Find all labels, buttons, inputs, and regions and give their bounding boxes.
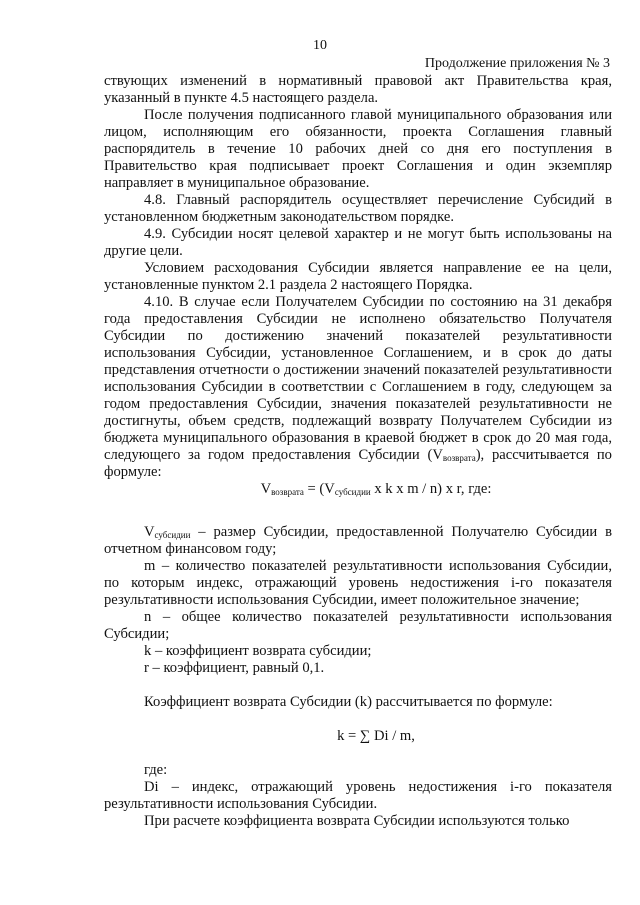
paragraph: После получения подписанного главой муниципального образования или лицом, исполняющим его обязанности, проекта Соглашения главный распорядитель в течение 10 рабочих дней со дня его поступления в Правительство края подписывает проект Соглашения и один экземпляр направляет в муниципальное образование. — [104, 107, 612, 191]
where-label: где: — [144, 762, 168, 778]
definition-v-subsidii: $V_{субсидии}$ – размер Субсидии, предоставленной Получателю Субсидии в отчетном финансовом году; — [104, 524, 612, 557]
definition-n: n – общее количество показателей результативности использования Субсидии; — [104, 609, 612, 642]
paragraph-last: При расчете коэффициента возврата Субсидии используются только — [144, 813, 570, 829]
definition-m: m – количество показателей результативности использования Субсидии, по которым индекс, отражающий уровень недостижения i-го показателя результативности использования Субсидии, имеет положительное значение; — [104, 558, 612, 608]
definition-r: r – коэффициент, равный 0,1. — [144, 660, 325, 676]
paragraph: ствующих изменений в нормативный правовой акт Правительства края, указанный в пункте 4.5 настоящего раздела. — [104, 73, 612, 106]
definition-k: k – коэффициент возврата субсидии; — [144, 643, 372, 659]
k-intro: Коэффициент возврата Субсидии (k) рассчитывается по формуле: — [144, 694, 553, 710]
paragraph-4-9: 4.9. Субсидии носят целевой характер и не могут быть использованы на другие цели. — [104, 226, 612, 259]
paragraph-4-10: 4.10. В случае если Получателем Субсидии по состоянию на 31 декабря года предоставления Субсидии не исполнено обязательство Получателя Субсидии по достижению значений показателей результативности использования Субсидии, установленное Соглашением, и в срок до даты представления отчетности о достижении значений показателей результативности использования Субсидии в соответствии с Соглашением в году, следующем за годом предоставления Субсидии, значения показателей результативности не достигнуты, объем средств, подлежащий возврату Получателем Субсидии из бюджета муниципального образования в краевой бюджет в срок до 20 мая года, следующего за годом предоставления Субсидии $(V_{возврата})$, рассчитывается по формуле: — [104, 294, 612, 480]
page-number: 10 — [313, 38, 327, 53]
paragraph-4-8: 4.8. Главный распорядитель осуществляет перечисление Субсидий в установленном бюджетным законодательством порядке. — [104, 192, 612, 225]
formula-v-vozvrata: $V_{возврата} = (V_{субсидии}$ x k x m / n) x r, где: — [260, 481, 492, 497]
paragraph: Условием расходования Субсидии является направление ее на цели, установленные пунктом 2.1 раздела 2 настоящего Порядка. — [104, 260, 612, 293]
definition-di: Di – индекс, отражающий уровень недостижения i-го показателя результативности использования Субсидии. — [104, 779, 612, 812]
document-body — [104, 73, 612, 830]
formula-k: k = ∑ Di / m, — [337, 728, 415, 744]
continuation-note: Продолжение приложения № 3 — [424, 56, 610, 71]
